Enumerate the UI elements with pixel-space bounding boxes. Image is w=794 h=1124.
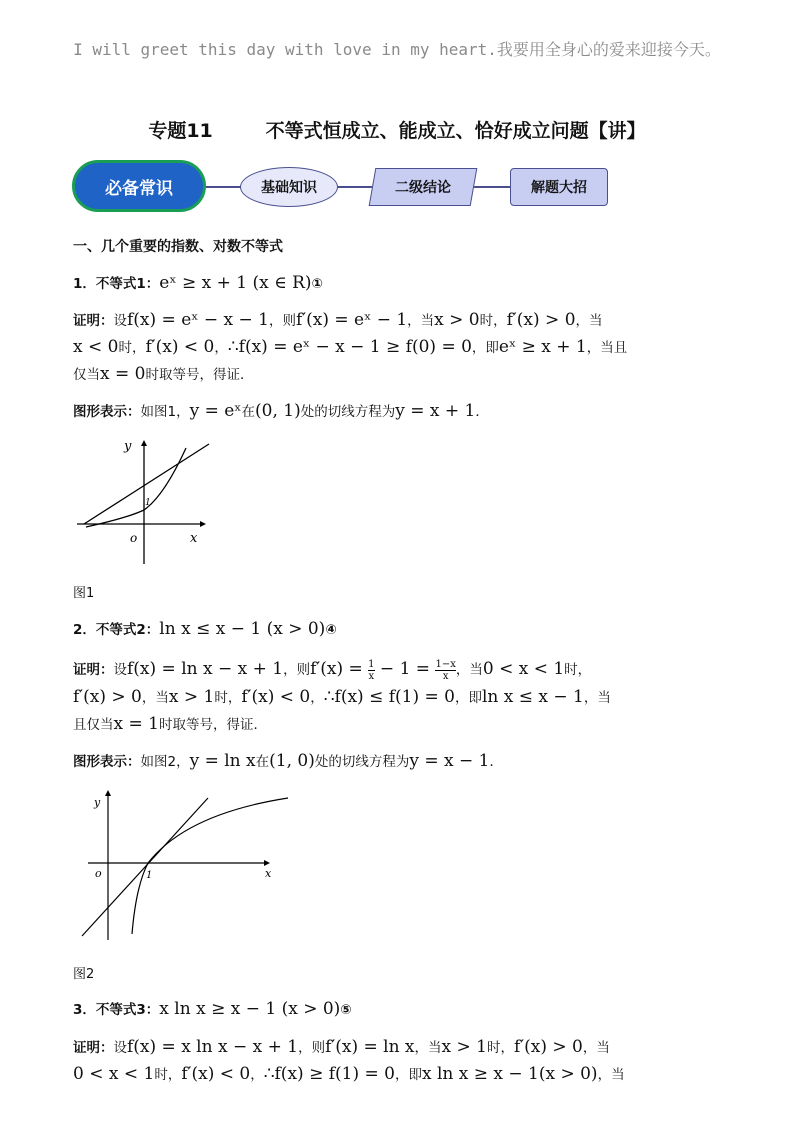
math: f(x) = x ln x − x + 1 <box>127 1037 299 1057</box>
math: (0, 1) <box>255 401 301 421</box>
graph-label: 图形表示： <box>73 754 141 770</box>
text: 时， <box>154 1067 182 1083</box>
text: ， <box>310 690 324 706</box>
math: f′(x) = ln x <box>325 1037 415 1057</box>
text: ，即 <box>471 340 499 356</box>
ineq1-mark: ① <box>311 276 323 292</box>
text: 时取等号，得证． <box>145 367 254 383</box>
text: ， <box>250 1067 264 1083</box>
math: x = 1 <box>113 714 159 734</box>
ineq3-proof-line2 <box>73 1061 625 1088</box>
text: ． <box>489 754 503 770</box>
text: 时， <box>564 662 592 678</box>
math: f′(x) > 0 <box>73 687 142 707</box>
text: 时， <box>479 313 507 329</box>
banner-tab-conclusions-label: 二级结论 <box>395 180 451 196</box>
ineq2-mark: ④ <box>325 622 337 638</box>
text: ，则 <box>283 662 311 678</box>
math: y = ln x <box>189 751 256 771</box>
text: 如图1， <box>140 404 190 420</box>
text: 处的切线方程为 <box>314 754 410 770</box>
section-heading: 一、几个重要的指数、对数不等式 <box>73 239 283 255</box>
text: ，当 <box>414 1040 442 1056</box>
text: ，则 <box>268 313 296 329</box>
ineq3-label: 3．不等式3： <box>73 1002 160 1018</box>
y-axis-arrow <box>105 790 111 796</box>
exp-curve <box>86 448 186 527</box>
text: 在 <box>241 404 256 420</box>
math: f′(x) < 0 <box>241 687 311 707</box>
math: x > 1 <box>168 687 215 707</box>
proof-label: 证明： <box>73 313 114 329</box>
math: (1, 0) <box>269 751 315 771</box>
y-axis-arrow <box>141 440 147 446</box>
text: 时， <box>214 690 242 706</box>
header-motto: I will greet this day with love in my heart.我要用全身心的爱来迎接今天。 <box>73 40 721 59</box>
text: ，即 <box>394 1067 422 1083</box>
ln-curve <box>132 798 288 934</box>
banner-tab-basics[interactable]: 基础知识 <box>240 167 338 207</box>
x-axis-arrow <box>200 521 206 527</box>
math: − 1 = <box>374 659 436 679</box>
text: 仅当 <box>73 367 100 383</box>
math: ∴f(x) ≤ f(1) = 0 <box>323 687 455 707</box>
math: ∴f(x) ≥ f(1) = 0 <box>263 1064 395 1084</box>
ineq2-graph-line <box>73 748 503 775</box>
text: 设 <box>113 313 127 329</box>
math: f′(x) > 0 <box>506 310 576 330</box>
ineq1-label: 1．不等式1： <box>73 276 160 292</box>
x-axis-label: x <box>265 867 272 880</box>
ineq2-proof-line3 <box>73 711 267 738</box>
math: ∴f(x) = eˣ − x − 1 ≥ f(0) = 0 <box>227 337 472 357</box>
proof-label: 证明： <box>73 1040 114 1056</box>
page-title: 专题11 不等式恒成立、能成立、恰好成立问题【讲】 <box>148 120 646 142</box>
banner-connector <box>472 186 512 188</box>
text: 设 <box>113 1040 127 1056</box>
ineq1-proof-line1 <box>73 307 603 334</box>
text: ，当 <box>407 313 435 329</box>
ineq2-proof-line1 <box>73 656 591 683</box>
ineq2-label: 2．不等式2： <box>73 622 160 638</box>
section-banner <box>72 158 632 218</box>
math: f′(x) < 0 <box>181 1064 251 1084</box>
ineq1-graph-line <box>73 398 489 425</box>
text: ，当 <box>455 662 483 678</box>
text: 如图2， <box>140 754 190 770</box>
tick-label-1: 1 <box>145 498 151 508</box>
proof-label: 证明： <box>73 662 114 678</box>
text: 时， <box>486 1040 514 1056</box>
banner-tab-conclusions[interactable] <box>369 168 478 206</box>
figure-2 <box>76 786 296 946</box>
math: f′(x) > 0 <box>513 1037 583 1057</box>
math: 0 < x < 1 <box>482 659 565 679</box>
text: ，当 <box>575 313 603 329</box>
math: f(x) = ln x − x + 1 <box>127 659 284 679</box>
ineq2-formula: ln x ≤ x − 1 (x > 0) <box>159 619 326 639</box>
origin-label: o <box>95 867 102 880</box>
text: 时， <box>118 340 146 356</box>
figure-2-caption: 图2 <box>73 967 95 982</box>
graph-label: 图形表示： <box>73 404 141 420</box>
y-axis-label: y <box>94 796 101 809</box>
text: 在 <box>255 754 270 770</box>
text: ． <box>475 404 489 420</box>
math: y = x − 1 <box>409 751 490 771</box>
math: eˣ ≥ x + 1 <box>498 337 587 357</box>
math: x > 1 <box>441 1037 487 1057</box>
banner-connector <box>338 186 376 188</box>
banner-connector <box>206 186 242 188</box>
ineq2-proof-line2 <box>73 684 611 711</box>
math: x ln x ≥ x − 1(x > 0) <box>421 1064 598 1084</box>
text: ，当 <box>583 690 611 706</box>
y-axis-label: y <box>124 439 132 454</box>
math: f(x) = eˣ − x − 1 <box>127 310 269 330</box>
ineq3-proof-line1 <box>73 1034 610 1061</box>
ineq1-heading <box>73 270 323 297</box>
text: ，当 <box>141 690 169 706</box>
text: ，当 <box>597 1067 625 1083</box>
text: ，则 <box>298 1040 326 1056</box>
math: y = x + 1 <box>395 401 476 421</box>
math: x = 0 <box>100 364 146 384</box>
origin-label: o <box>130 531 138 545</box>
tick-label-1: 1 <box>146 870 153 881</box>
math: y = eˣ <box>189 401 242 421</box>
frac-num: 1 <box>368 658 375 670</box>
ineq1-proof-line3 <box>73 361 253 388</box>
fraction-2 <box>435 659 455 682</box>
tangent-line <box>84 444 209 524</box>
frac-num: 1−x <box>435 658 456 670</box>
text: 处的切线方程为 <box>300 404 396 420</box>
frac-den: x <box>442 670 449 682</box>
figure-1 <box>72 432 212 568</box>
banner-tab-essentials[interactable]: 必备常识 <box>72 160 206 212</box>
frac-den: x <box>368 670 375 682</box>
banner-tab-tricks[interactable]: 解题大招 <box>510 168 608 206</box>
x-axis-label: x <box>190 531 198 546</box>
math: f′(x) = <box>310 659 369 679</box>
math: ln x ≤ x − 1 <box>481 687 584 707</box>
text: ， <box>214 340 228 356</box>
math: x > 0 <box>434 310 480 330</box>
text: ，当 <box>582 1040 610 1056</box>
text: 设 <box>113 662 127 678</box>
x-axis-arrow <box>264 860 270 866</box>
ineq3-formula: x ln x ≥ x − 1 (x > 0) <box>159 999 341 1019</box>
math: f′(x) < 0 <box>145 337 215 357</box>
ineq1-formula: eˣ ≥ x + 1 (x ∈ R) <box>159 273 312 293</box>
math: f′(x) = eˣ − 1 <box>295 310 408 330</box>
text: ，即 <box>454 690 482 706</box>
math: 0 < x < 1 <box>73 1064 155 1084</box>
ineq2-heading <box>73 616 337 643</box>
math: x < 0 <box>73 337 119 357</box>
text: 且仅当 <box>73 717 114 733</box>
ineq3-mark: ⑤ <box>340 1002 352 1018</box>
text: ，当且 <box>586 340 628 356</box>
ineq3-heading <box>73 996 352 1023</box>
text: 时取等号，得证． <box>158 717 267 733</box>
figure-1-caption: 图1 <box>73 586 95 601</box>
ineq1-proof-line2 <box>73 334 627 361</box>
